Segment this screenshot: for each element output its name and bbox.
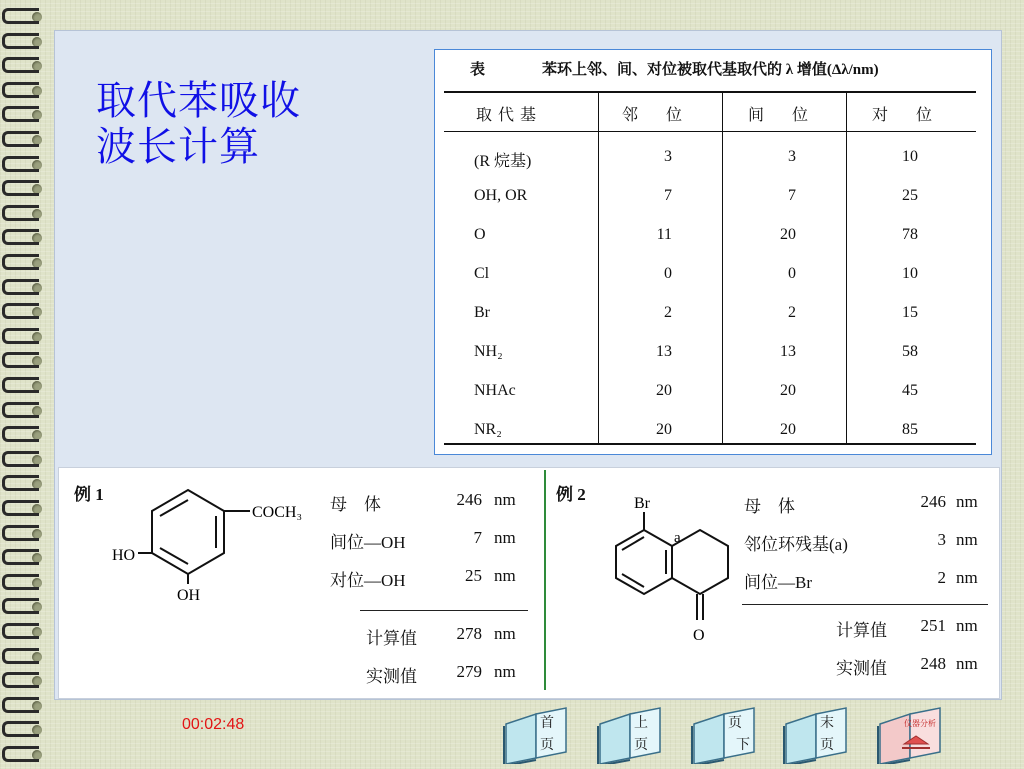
binding-ring <box>2 471 48 493</box>
result-row-unit: nm <box>956 654 978 673</box>
substituent-cell: (R 烷基) <box>474 153 532 170</box>
carbonyl-oxygen-label: O <box>693 627 705 644</box>
result-row-value: 279 <box>456 662 482 681</box>
hydroxy-left-label: HO <box>112 547 136 564</box>
increment-row-unit: nm <box>956 530 978 549</box>
binding-ring <box>2 717 48 739</box>
example-2-divider <box>742 604 988 605</box>
increment-row-label: 母 体 <box>744 497 795 516</box>
increment-row-value: 7 <box>473 528 482 547</box>
binding-ring <box>2 521 48 543</box>
table-col-divider <box>722 92 723 443</box>
result-row-value: 248 <box>920 654 946 673</box>
result-row-unit: nm <box>494 624 516 643</box>
nav-button-instrumental-analysis[interactable] <box>874 706 946 764</box>
binding-ring <box>2 447 48 469</box>
increment-row <box>744 530 996 554</box>
nav-button-previous-page[interactable] <box>594 706 666 764</box>
increment-row <box>744 568 996 592</box>
increment-row-unit: nm <box>956 492 978 511</box>
nav-button-next-page[interactable] <box>688 706 760 764</box>
slide-title <box>96 78 301 170</box>
binding-ring <box>2 53 48 75</box>
increment-row-unit: nm <box>956 568 978 587</box>
binding-ring <box>2 619 48 641</box>
example-2-label: 例 2 <box>556 485 586 504</box>
binding-ring <box>2 29 48 51</box>
table-top-rule <box>444 91 976 93</box>
hydroxy-bottom-label: OH <box>177 587 201 604</box>
binding-ring <box>2 102 48 124</box>
binding-ring <box>2 373 48 395</box>
nav-button-first-page[interactable] <box>500 706 572 764</box>
para-value-cell: 15 <box>902 304 918 321</box>
table-bottom-rule <box>444 443 976 445</box>
para-value-cell: 10 <box>902 265 918 282</box>
para-value-cell: 45 <box>902 382 918 399</box>
title-line-1: 取代苯吸收 <box>96 78 301 123</box>
ortho-value-cell: 20 <box>656 421 672 438</box>
substituent-cell: OH, OR <box>474 187 528 204</box>
result-row-unit: nm <box>494 662 516 681</box>
substituent-cell: Br <box>474 304 490 321</box>
binding-ring <box>2 668 48 690</box>
increment-row-value: 3 <box>937 530 946 549</box>
acyl-group-label: COCH₃ <box>252 504 303 521</box>
result-row-label: 计算值 <box>836 621 887 640</box>
increment-row-unit: nm <box>494 528 516 547</box>
result-row-unit: nm <box>956 616 978 635</box>
binding-ring <box>2 127 48 149</box>
nav-label-line-2: 下 <box>736 738 750 753</box>
table-header-meta: 间 位 <box>748 107 815 124</box>
increment-row <box>330 490 534 514</box>
ortho-value-cell: 2 <box>664 304 672 321</box>
increment-row-unit: nm <box>494 566 516 585</box>
result-row <box>366 624 534 648</box>
example-1-label: 例 1 <box>74 485 104 504</box>
table-caption-text: 苯环上邻、间、对位被取代基取代的 λ 增值(Δλ/nm) <box>542 62 879 78</box>
para-value-cell: 25 <box>902 187 918 204</box>
nav-label-line-2: 页 <box>820 738 834 753</box>
meta-value-cell: 7 <box>788 187 796 204</box>
increment-row-label: 对位—OH <box>330 571 406 590</box>
meta-value-cell: 20 <box>780 382 796 399</box>
ortho-value-cell: 20 <box>656 382 672 399</box>
binding-ring <box>2 176 48 198</box>
table-col-divider <box>598 92 599 443</box>
result-row <box>836 616 996 640</box>
binding-ring <box>2 275 48 297</box>
binding-ring <box>2 78 48 100</box>
binding-ring <box>2 644 48 666</box>
para-value-cell: 85 <box>902 421 918 438</box>
binding-ring <box>2 201 48 223</box>
nav-label-line-1: 末 <box>820 716 834 731</box>
nav-label-line-1: 页 <box>728 716 742 731</box>
meta-value-cell: 3 <box>788 148 796 165</box>
para-value-cell: 58 <box>902 343 918 360</box>
binding-ring <box>2 545 48 567</box>
instrumental-analysis-book-icon <box>874 706 946 764</box>
meta-value-cell: 13 <box>780 343 796 360</box>
substituent-cell: O <box>474 226 486 243</box>
para-value-cell: 78 <box>902 226 918 243</box>
binding-ring <box>2 348 48 370</box>
table-col-divider <box>846 92 847 443</box>
nav-label-line-1: 上 <box>634 716 648 731</box>
binding-ring <box>2 496 48 518</box>
increment-row <box>330 566 534 590</box>
increment-row-value: 246 <box>456 490 482 509</box>
meta-value-cell: 20 <box>780 421 796 438</box>
table-header-para: 对 位 <box>872 107 939 124</box>
first-page-book-icon <box>500 706 572 764</box>
examples-separator <box>544 470 546 690</box>
increment-row-label: 间位—Br <box>744 573 812 592</box>
result-row-value: 251 <box>920 616 946 635</box>
nav-label-line-2: 页 <box>540 738 554 753</box>
meta-value-cell: 2 <box>788 304 796 321</box>
binding-ring <box>2 4 48 26</box>
substituent-cell: NHAc <box>474 382 516 399</box>
increment-row-unit: nm <box>494 490 516 509</box>
ortho-value-cell: 13 <box>656 343 672 360</box>
increment-row <box>330 528 534 552</box>
increment-row-label: 母 体 <box>330 495 381 514</box>
previous-page-book-icon <box>594 706 666 764</box>
increment-row <box>744 492 996 516</box>
substituent-cell: NR₂ <box>474 421 502 438</box>
substituent-cell: Cl <box>474 265 490 282</box>
meta-value-cell: 0 <box>788 265 796 282</box>
table-header-rule <box>444 131 976 132</box>
nav-label-line-2: 页 <box>634 738 648 753</box>
ortho-value-cell: 7 <box>664 187 672 204</box>
binding-ring <box>2 422 48 444</box>
binding-ring <box>2 693 48 715</box>
table-header-substituent: 取代基 <box>476 107 543 124</box>
table-header-ortho: 邻 位 <box>622 107 689 124</box>
result-row-label: 计算值 <box>366 629 417 648</box>
position-a-label: a <box>674 530 681 546</box>
meta-value-cell: 20 <box>780 226 796 243</box>
nav-label-line-1: 仪器分析 <box>904 719 936 728</box>
increment-row-label: 邻位环残基(a) <box>744 535 848 554</box>
example-2-structure <box>596 490 746 650</box>
table-caption-label: 表 <box>470 62 486 78</box>
binding-ring <box>2 398 48 420</box>
binding-ring <box>2 250 48 272</box>
title-line-2: 波长计算 <box>96 124 260 169</box>
bromo-label: Br <box>634 495 650 512</box>
elapsed-timer: 00:02:48 <box>182 716 245 733</box>
result-row-label: 实测值 <box>836 659 887 678</box>
ortho-value-cell: 3 <box>664 148 672 165</box>
binding-ring <box>2 742 48 764</box>
increment-row-value: 2 <box>937 568 946 587</box>
example-1-structure <box>100 480 330 610</box>
increment-row-label: 间位—OH <box>330 533 406 552</box>
nav-button-last-page[interactable] <box>780 706 852 764</box>
example-1-divider <box>360 610 528 611</box>
increment-row-value: 246 <box>920 492 946 511</box>
binding-ring <box>2 594 48 616</box>
binding-ring <box>2 152 48 174</box>
ortho-value-cell: 11 <box>656 226 672 243</box>
result-row-label: 实测值 <box>366 667 417 686</box>
para-value-cell: 10 <box>902 148 918 165</box>
binding-ring <box>2 324 48 346</box>
nav-label-line-1: 首 <box>540 716 554 731</box>
result-row <box>366 662 534 686</box>
result-row-value: 278 <box>456 624 482 643</box>
increment-row-value: 25 <box>465 566 482 585</box>
last-page-book-icon <box>780 706 852 764</box>
substituent-cell: NH₂ <box>474 343 503 360</box>
binding-ring <box>2 570 48 592</box>
binding-ring <box>2 299 48 321</box>
result-row <box>836 654 996 678</box>
spiral-binding <box>0 0 50 768</box>
binding-ring <box>2 225 48 247</box>
ortho-value-cell: 0 <box>664 265 672 282</box>
